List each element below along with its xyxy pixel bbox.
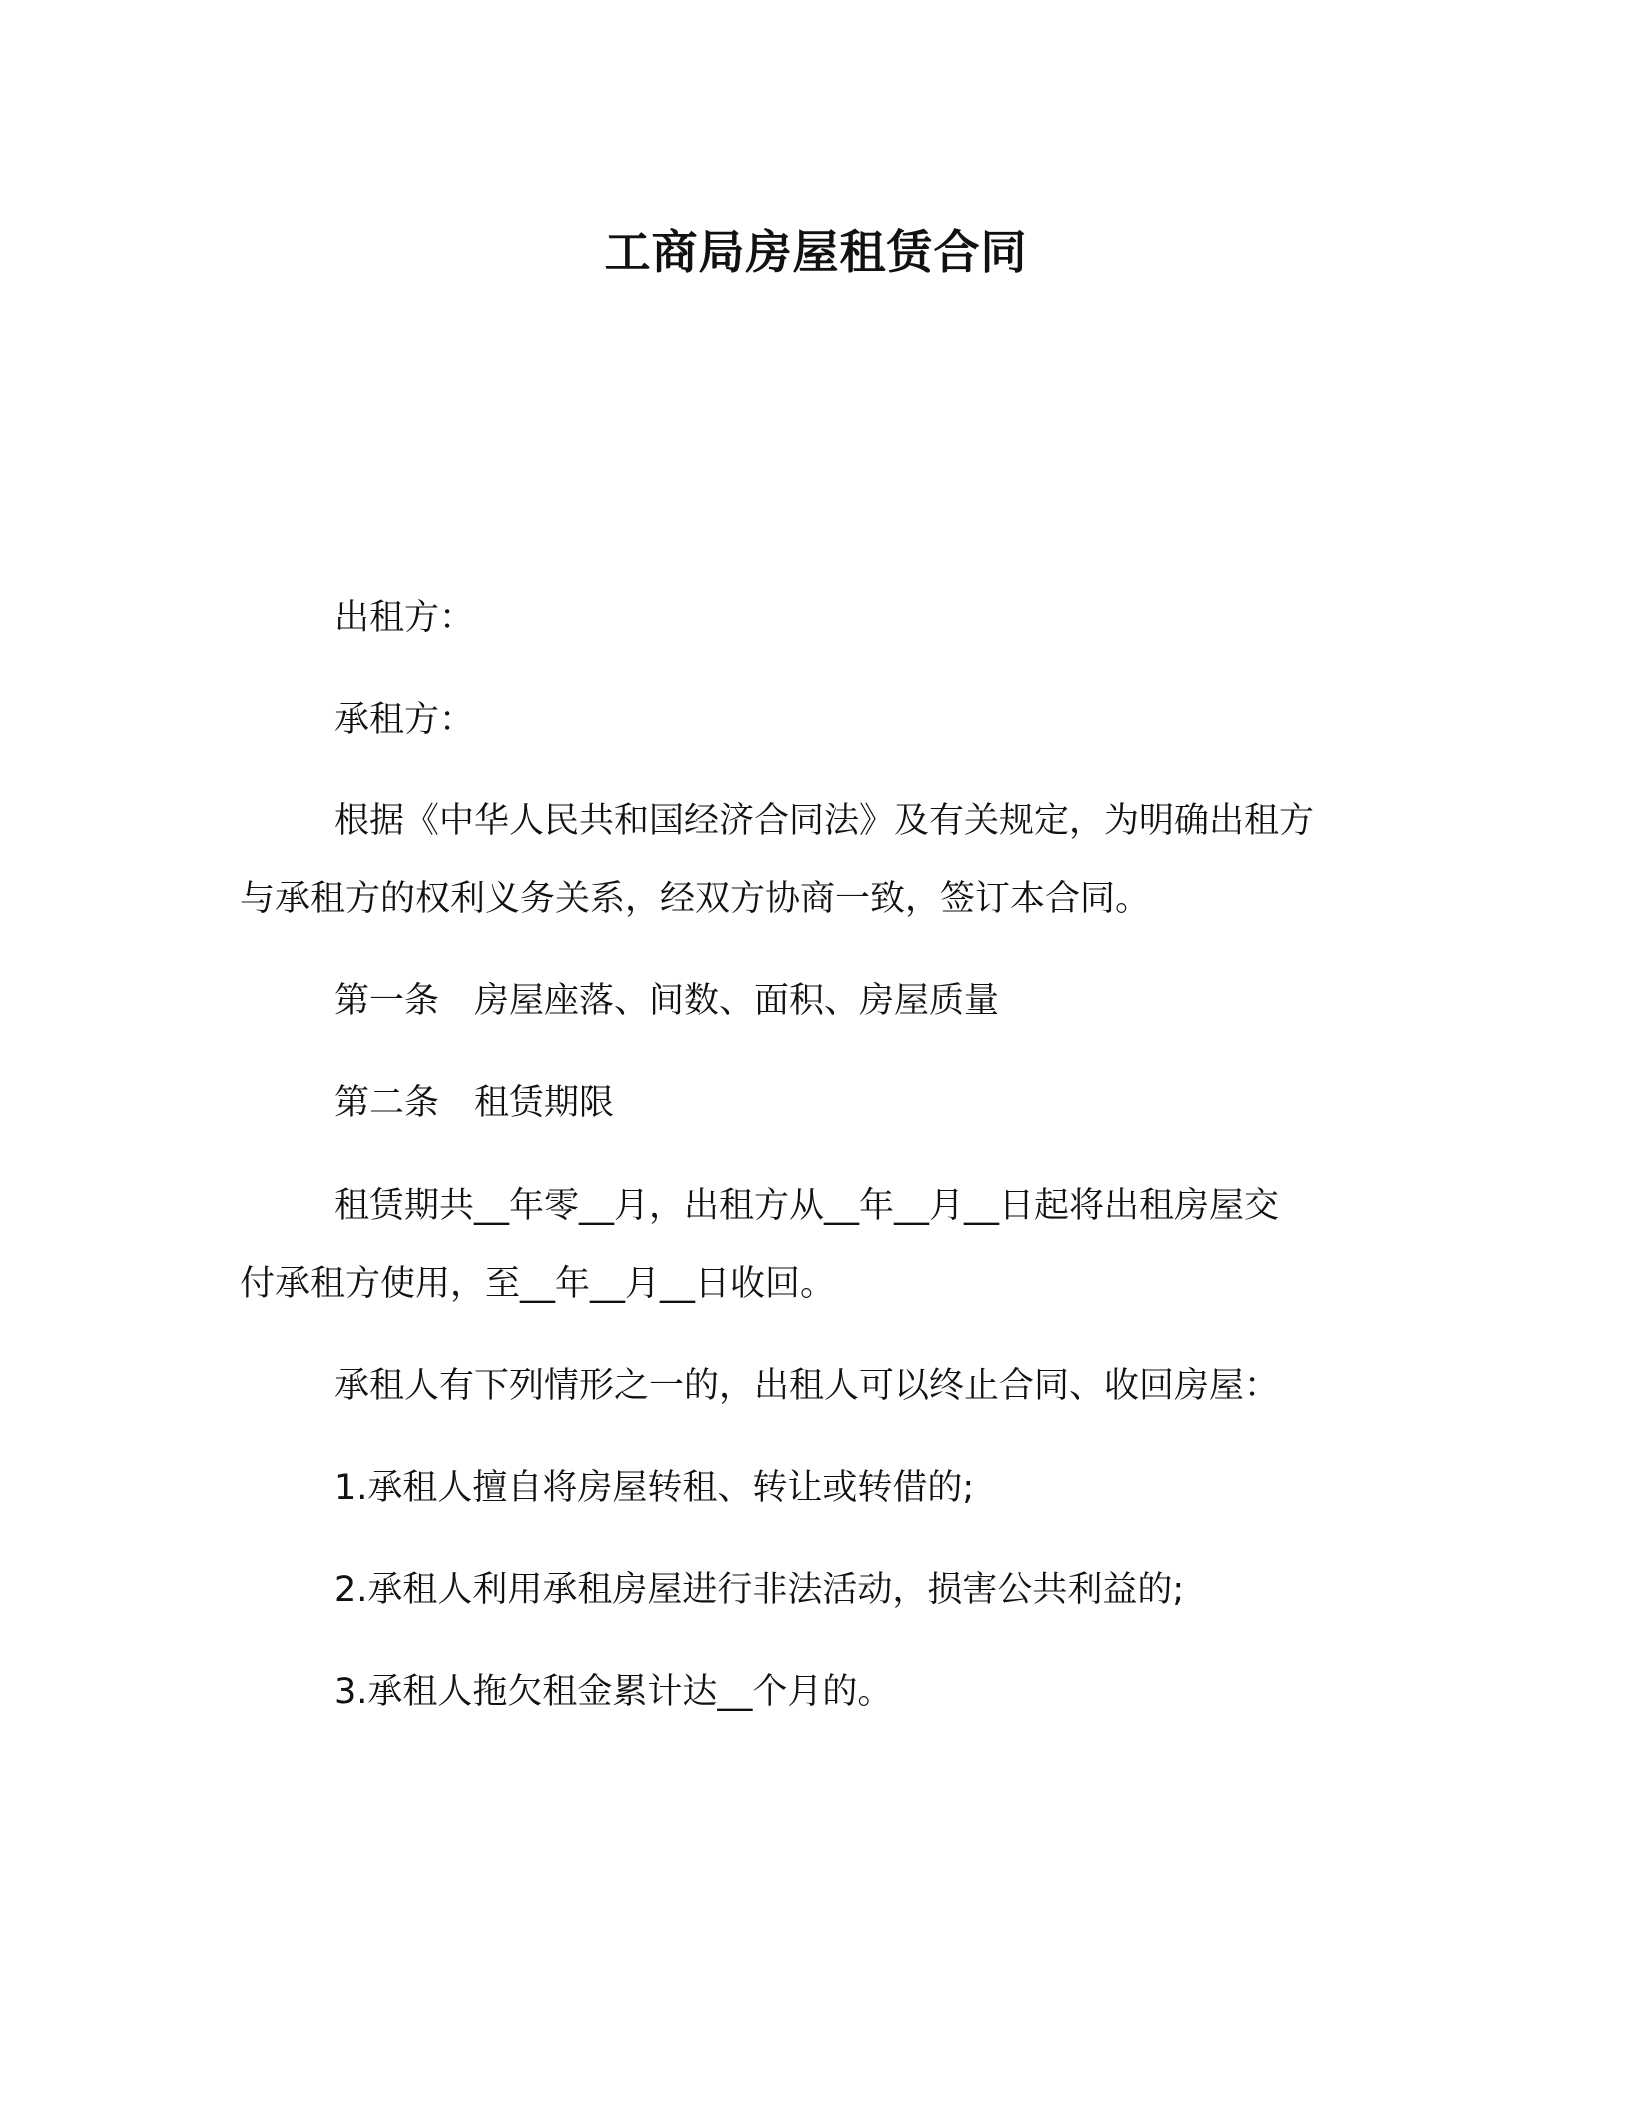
lessor-line: 出租方： — [334, 598, 475, 638]
termination-intro: 承租人有下列情形之一的，出租人可以终止合同、收回房屋： — [334, 1366, 1280, 1406]
lease-term-line-2: 付承租方使用，至__年__月__日收回。 — [240, 1264, 836, 1304]
termination-item-3: 3.承租人拖欠租金累计达__个月的。 — [334, 1672, 893, 1712]
article-1-heading: 第一条 房屋座落、间数、面积、房屋质量 — [334, 981, 1000, 1021]
lease-term-line-1: 租赁期共__年零__月，出租方从__年__月__日起将出租房屋交 — [334, 1186, 1280, 1226]
document-title: 工商局房屋租赁合同 — [604, 225, 1028, 279]
preamble-line-2: 与承租方的权利义务关系，经双方协商一致，签订本合同。 — [240, 879, 1151, 919]
termination-item-2: 2.承租人利用承租房屋进行非法活动，损害公共利益的; — [334, 1570, 1185, 1610]
lessee-line: 承租方： — [334, 700, 475, 740]
article-2-heading: 第二条 租赁期限 — [334, 1083, 615, 1123]
termination-item-1: 1.承租人擅自将房屋转租、转让或转借的; — [334, 1468, 975, 1508]
preamble-line-1: 根据《中华人民共和国经济合同法》及有关规定，为明确出租方 — [334, 801, 1315, 841]
